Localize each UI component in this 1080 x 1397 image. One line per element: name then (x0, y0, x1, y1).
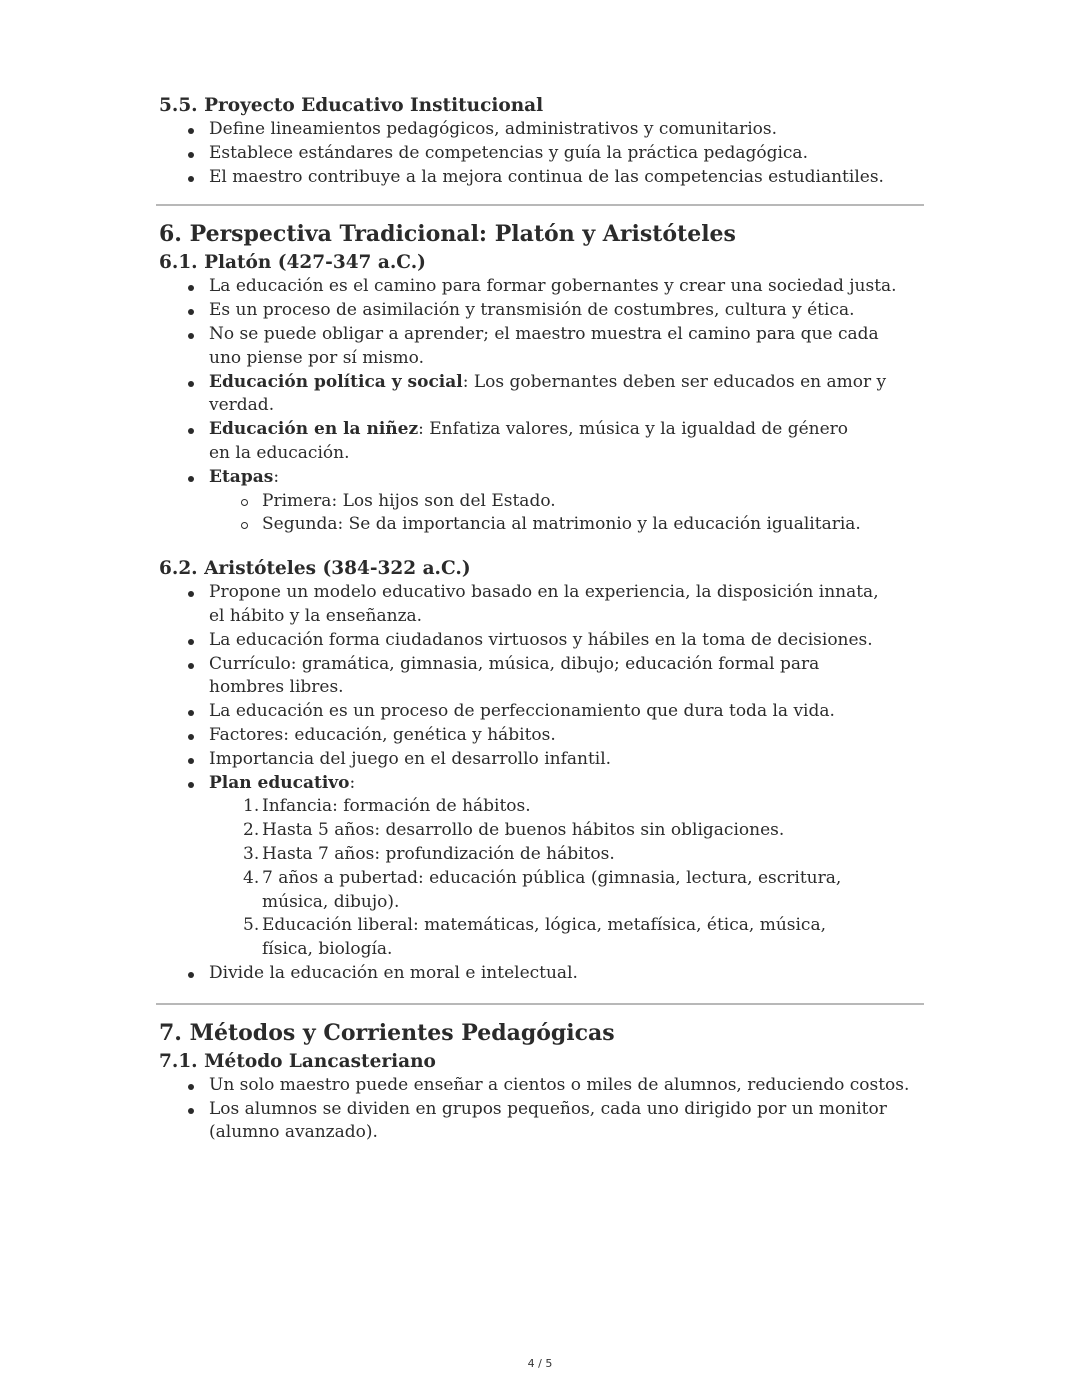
list-item: 4. 7 años a pubertad: educación pública (gimnasia, lectura, escritura, música, dibujo). (243, 867, 842, 912)
list-item: No se puede obligar a aprender; el maestro muestra el camino para que cada uno piense por sí mismo. (159, 323, 924, 371)
list-item: Etapas: Primera: Los hijos son del Estado. Segunda: Se da importancia al matrimonio y la educación igualitaria. (159, 466, 924, 537)
bullet-icon (188, 285, 194, 291)
list-item: 2. Hasta 5 años: desarrollo de buenos hábitos sin obligaciones. (243, 820, 785, 841)
list-platon (159, 275, 924, 537)
list-item: Educación en la niñez: Enfatiza valores, música y la igualdad de género en la educación. (159, 418, 924, 466)
bullet-icon (188, 1108, 194, 1114)
list-item: Los alumnos se dividen en grupos pequeños, cada uno dirigido por un monitor (alumno avanzado). (159, 1098, 924, 1146)
list-item: 3. Hasta 7 años: profundización de hábitos. (243, 843, 615, 864)
list-item: Primera: Los hijos son del Estado. (159, 490, 924, 514)
list-5-5 (159, 118, 924, 189)
bullet-icon (188, 782, 194, 788)
bullet-icon (188, 758, 194, 764)
list-item: Currículo: gramática, gimnasia, música, dibujo; educación formal para hombres libres. (159, 653, 924, 701)
bullet-icon (188, 309, 194, 315)
bullet-icon (188, 333, 194, 339)
list-item: Factores: educación, genética y hábitos. (159, 724, 924, 748)
list-item: La educación forma ciudadanos virtuosos y hábiles en la toma de decisiones. (159, 629, 924, 653)
list-item: Segunda: Se da importancia al matrimonio y la educación igualitaria. (159, 513, 924, 537)
list-item: El maestro contribuye a la mejora continua de las competencias estudiantiles. (159, 166, 924, 190)
list-item: Define lineamientos pedagógicos, administrativos y comunitarios. (159, 118, 924, 142)
heading-7: 7. Métodos y Corrientes Pedagógicas (159, 1019, 615, 1046)
list-item: Divide la educación en moral e intelectual. (159, 962, 924, 986)
bullet-icon (188, 663, 194, 669)
section-divider (156, 204, 924, 206)
document-page (159, 94, 924, 1145)
bullet-icon (188, 710, 194, 716)
page-number: 4 / 5 (527, 1357, 553, 1370)
list-item: Importancia del juego en el desarrollo infantil. (159, 748, 924, 772)
bullet-icon (188, 1084, 194, 1090)
list-etapas (159, 490, 924, 538)
section-divider (156, 1003, 924, 1005)
heading-5-5: 5.5. Proyecto Educativo Institucional (159, 95, 544, 116)
list-item: La educación es el camino para formar gobernantes y crear una sociedad justa. (159, 275, 924, 299)
circle-bullet-icon (241, 522, 248, 529)
bullet-icon (188, 972, 194, 978)
bullet-icon (188, 591, 194, 597)
bullet-icon (188, 428, 194, 434)
list-item: Un solo maestro puede enseñar a cientos o miles de alumnos, reduciendo costos. (159, 1074, 924, 1098)
bullet-icon (188, 476, 194, 482)
list-item: Establece estándares de competencias y guía la práctica pedagógica. (159, 142, 924, 166)
list-item: Propone un modelo educativo basado en la experiencia, la disposición innata, el hábito y la enseñanza. (159, 581, 924, 629)
list-item: Educación política y social: Los gobernantes deben ser educados en amor y verdad. (159, 371, 924, 419)
bullet-icon (188, 734, 194, 740)
list-item: Es un proceso de asimilación y transmisión de costumbres, cultura y ética. (159, 299, 924, 323)
list-item: Plan educativo: 1. Infancia: formación de hábitos. 2. Hasta 5 años: desarrollo de buenos hábitos sin obligaciones. 3. Hasta 7 años: profundización de hábitos. 4. 7 años a pubertad: educación pública (gimnasia, lectura, escritura, música, dibujo). 5. Educación liberal: matemáticas, lógica, metafísica, ética, música, física, biología. (159, 772, 924, 962)
circle-bullet-icon (241, 499, 248, 506)
list-plan-educativo (159, 795, 924, 962)
list-item: 5. Educación liberal: matemáticas, lógica, metafísica, ética, música, física, biología. (243, 915, 826, 960)
bullet-icon (188, 176, 194, 182)
list-aristoteles (159, 581, 924, 986)
bullet-icon (188, 128, 194, 134)
list-lancaster (159, 1074, 924, 1145)
bullet-icon (188, 381, 194, 387)
bullet-icon (188, 152, 194, 158)
list-item: La educación es un proceso de perfeccionamiento que dura toda la vida. (159, 700, 924, 724)
heading-7-1: 7.1. Método Lancasteriano (159, 1050, 436, 1072)
list-item: 1. Infancia: formación de hábitos. (243, 796, 531, 817)
bullet-icon (188, 639, 194, 645)
heading-6-1: 6.1. Platón (427-347 a.C.) (159, 252, 426, 274)
heading-6: 6. Perspectiva Tradicional: Platón y Aristóteles (159, 221, 736, 248)
heading-6-2: 6.2. Aristóteles (384-322 a.C.) (159, 558, 471, 580)
